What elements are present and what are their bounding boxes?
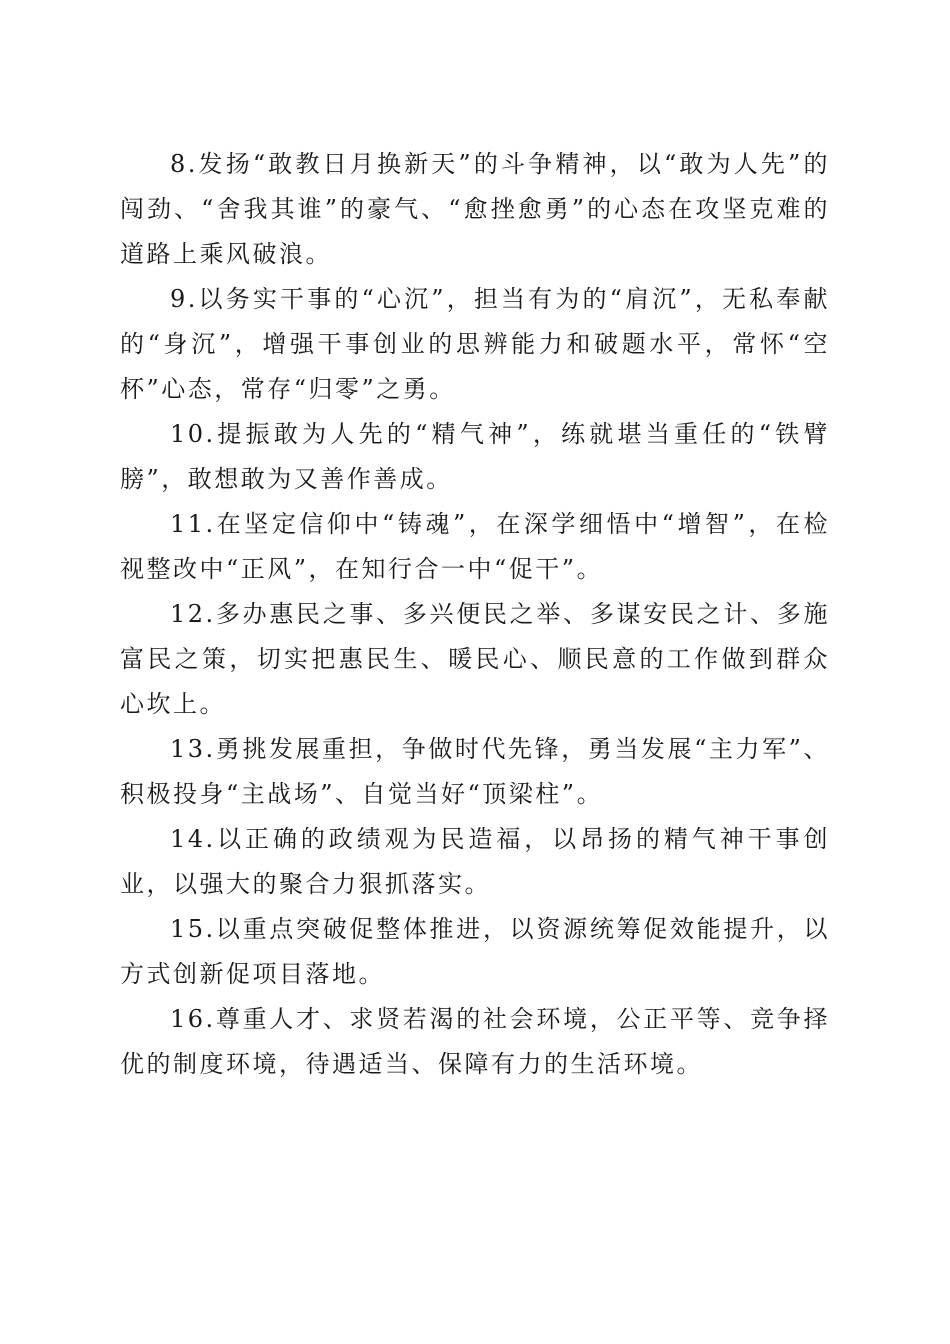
paragraph-8: 8.发扬“敢教日月换新天”的斗争精神，以“敢为人先”的闯劲、“舍我其谁”的豪气、“愈挫愈勇”的心态在攻坚克难的道路上乘风破浪。: [120, 150, 830, 268]
paragraph-14: 14.以正确的政绩观为民造福，以昂扬的精气神干事创业，以强大的聚合力狠抓落实。: [120, 825, 830, 898]
paragraph-15: 15.以重点突破促整体推进，以资源统筹促效能提升，以方式创新促项目落地。: [120, 915, 830, 988]
paragraph-11: 11.在坚定信仰中“铸魂”，在深学细悟中“增智”，在检视整改中“正风”，在知行合一中“促干”。: [120, 510, 830, 583]
paragraph-13: 13.勇挑发展重担，争做时代先锋，勇当发展“主力军”、积极投身“主战场”、自觉当好“顶梁柱”。: [120, 735, 830, 808]
document-body: [120, 142, 830, 1087]
paragraph-16: 16.尊重人才、求贤若渴的社会环境，公正平等、竞争择优的制度环境，待遇适当、保障有力的生活环境。: [120, 1005, 830, 1078]
paragraph-9: 9.以务实干事的“心沉”，担当有为的“肩沉”，无私奉献的“身沉”，增强干事创业的思辨能力和破题水平，常怀“空杯”心态，常存“归零”之勇。: [120, 285, 830, 403]
paragraph-12: 12.多办惠民之事、多兴便民之举、多谋安民之计、多施富民之策，切实把惠民生、暖民心、顺民意的工作做到群众心坎上。: [120, 600, 830, 718]
paragraph-10: 10.提振敢为人先的“精气神”，练就堪当重任的“铁臂膀”，敢想敢为又善作善成。: [120, 420, 830, 493]
